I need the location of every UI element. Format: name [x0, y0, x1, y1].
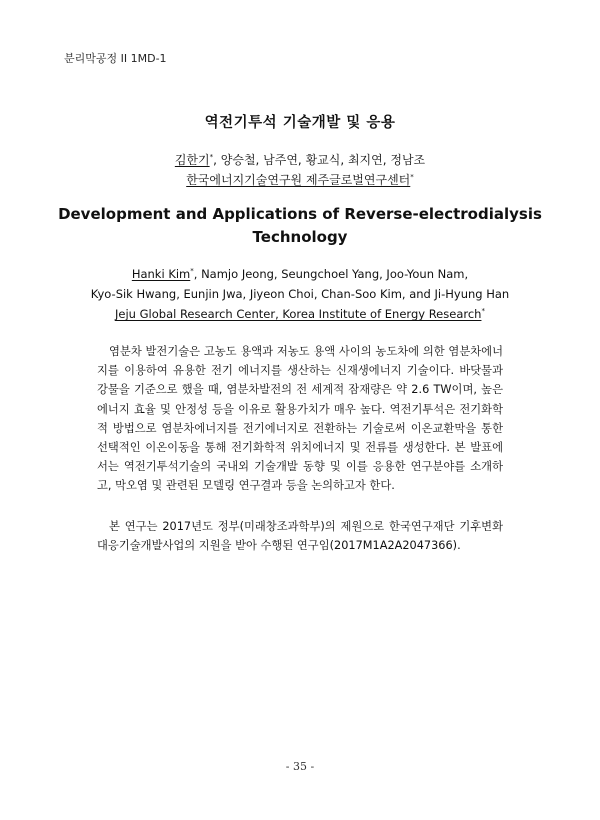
presenter-mark-ko: * — [209, 153, 214, 161]
page-number: - 35 - — [285, 760, 315, 773]
english-author-line-2: Kyo-Sik Hwang, Eunjin Jwa, Jiyeon Choi, Chan-Soo Kim, and Ji-Hyung Han — [90, 287, 510, 301]
english-title-line-1: Development and Applications of Reverse-electrodialysis — [58, 205, 542, 223]
presenter-name-en: Hanki Kim — [131, 267, 191, 281]
session-label: 분리막공정 II 1MD-1 — [64, 52, 167, 65]
english-title — [0, 203, 600, 249]
korean-title: 역전기투석 기술개발 및 응용 — [204, 115, 396, 131]
korean-authors-block — [0, 150, 600, 190]
english-title-line-2: Technology — [252, 228, 348, 246]
korean-affiliation-line — [0, 170, 600, 190]
presenter-name-ko: 김한기 — [174, 153, 210, 167]
coauthors-en-line-1: , Namjo Jeong, Seungchoel Yang, Joo-Youn Nam, — [193, 267, 469, 281]
english-affiliation-line — [0, 304, 600, 324]
acknowledgement-block — [97, 517, 503, 555]
korean-author-list — [0, 150, 600, 170]
abstract-paragraph: 염분차 발전기술은 고농도 용액과 저농도 용액 사이의 농도차에 의한 염분차에너지를 이용하여 유용한 전기 에너지를 생산하는 신재생에너지 기술이다. 바닷물과 강물을 기준으로 했을 때, 염분차발전의 전 세계적 잠재량은 약 2.6 TW이며, 높은 에너지 효율 및 안정성 등을 이유로 활용가치가 매우 높다. 역전기투석은 전기화학적 방법으로 염분차에너지를 전기에너지로 전환하는 기술로써 이온교환막을 통한 선택적인 이온이동을 통해 전기화학적 위치에너지 및 전류를 생성한다. 본 발표에서는 역전기투석기술의 국내외 기술개발 동향 및 이를 응용한 연구분야를 소개하고, 막오염 및 관련된 모델링 연구결과 등을 논의하고자 한다. — [97, 345, 503, 493]
acknowledgement-paragraph: 본 연구는 2017년도 정부(미래창조과학부)의 제원으로 한국연구재단 기후변화대응기술개발사업의 지원을 받아 수행된 연구임(2017M1A2A2047366). — [97, 520, 503, 553]
affiliation-mark-en: * — [481, 307, 485, 316]
abstract-body — [97, 342, 503, 496]
presenter-mark-en: * — [190, 267, 194, 276]
affiliation-ko: 한국에너지기술연구원 제주글로벌연구센터 — [186, 173, 411, 187]
english-author-line-1 — [0, 264, 600, 284]
coauthors-ko: , 양승철, 남주연, 황교식, 최지연, 정남조 — [213, 153, 426, 167]
affiliation-en: Jeju Global Research Center, Korea Institute of Energy Research — [115, 307, 482, 321]
affiliation-mark-ko: * — [410, 173, 414, 181]
english-authors-block — [0, 264, 600, 324]
